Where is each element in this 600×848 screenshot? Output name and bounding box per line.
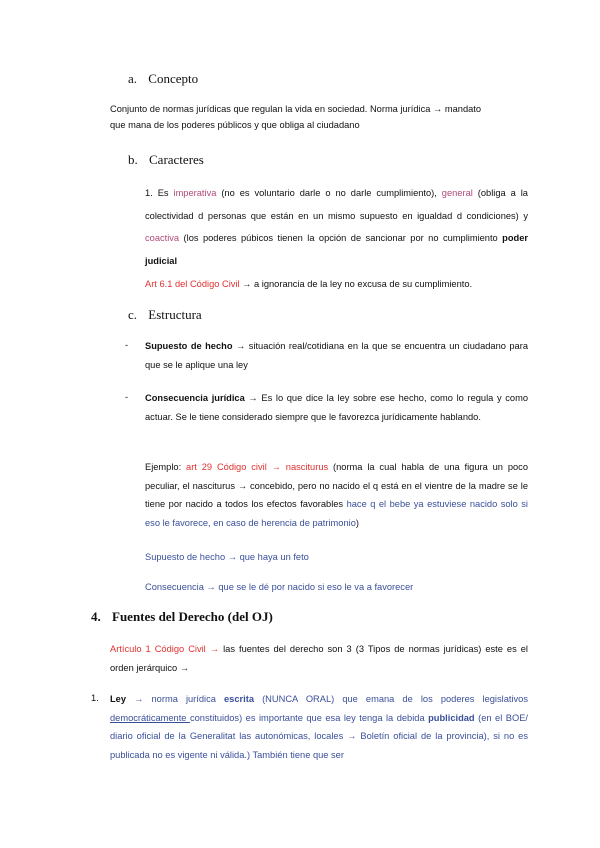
- text: (obliga a la colectividad d personas que están en un mismo supuesto en igualdad d condiciones) y: [145, 188, 528, 221]
- bullet-dash: -: [125, 340, 129, 350]
- term-consecuencia-juridica: Consecuencia jurídica: [145, 393, 245, 403]
- concepto-paragraph: [110, 101, 530, 133]
- term-coactiva: coactiva: [145, 233, 180, 243]
- heading-estructura: [128, 307, 202, 323]
- art-6-1-line: [145, 276, 472, 292]
- term-democraticamente: democráticamente: [110, 712, 190, 723]
- heading-concepto: [128, 71, 198, 87]
- term-poder-judicial: poder judicial: [145, 233, 528, 266]
- concepto-line-1: Conjunto de normas jurídicas que regulan la vida en sociedad. Norma jurídica → mandato: [110, 104, 482, 114]
- ejemplo-paragraph: [145, 458, 528, 532]
- text: (no es voluntario darle o no darle cumplimiento),: [216, 188, 442, 198]
- term-general: general: [441, 188, 473, 198]
- heading-letter: c.: [128, 307, 138, 322]
- structure-item-consecuencia: [145, 389, 528, 427]
- text: (los poderes púbicos tienen la opción de sancionar por no cumplimiento: [179, 233, 503, 243]
- supuesto-feto-line: Supuesto de hecho → que haya un feto: [145, 552, 309, 562]
- articulo-1-paragraph: [110, 640, 528, 678]
- bullet-dash: -: [125, 392, 129, 402]
- heading-fuentes-derecho: [91, 609, 273, 625]
- heading-title: Fuentes del Derecho (del OJ): [112, 609, 273, 624]
- text: (norma la cual habla de una figura un poco peculiar, el nasciturus → concebido, pero no nacido el q está en el vientre de la madre se le tiene por nacido a todos los efectos favorables: [145, 462, 528, 509]
- ley-paragraph: [110, 690, 528, 764]
- text: → situación real/cotidiana en la que se encuentra un ciudadano para que se le aplique una ley: [145, 341, 528, 370]
- caracteres-paragraph: [145, 182, 528, 272]
- text: las fuentes del derecho son 3 (3 Tipos de normas jurídicas) este es el orden jerárquico →: [110, 644, 528, 673]
- term-escrita: escrita: [224, 694, 254, 704]
- article-ref: Art 6.1 del Código Civil: [145, 279, 240, 289]
- text: → Es lo que dice la ley sobre ese hecho, como lo regula y como actuar. Se le tiene considerado siempre que le favorezca jurídicamente hablando.: [145, 393, 529, 422]
- term-supuesto-de-hecho: Supuesto de hecho: [145, 341, 233, 351]
- text: 1. Es: [145, 188, 174, 198]
- heading-title: Caracteres: [149, 152, 204, 167]
- consecuencia-nacido-line: Consecuencia → que se le dé por nacido si eso le va a favorecer: [145, 582, 414, 592]
- structure-item-supuesto: [145, 337, 528, 374]
- article-ref: art 29 Código civil → nasciturus: [186, 462, 329, 472]
- list-number: 1.: [91, 693, 99, 703]
- text: → norma jurídica: [126, 694, 225, 704]
- blue-note: hace q el bebe ya estuviese nacido solo si eso le favorece, en caso de herencia de patrimonio: [145, 499, 528, 528]
- heading-letter: a.: [128, 71, 138, 86]
- text: constituidos) es importante que esa ley tenga la debida: [189, 712, 429, 723]
- heading-letter: b.: [128, 152, 138, 167]
- text: (NUNCA ORAL) que emana de los poderes legislativos: [254, 694, 529, 704]
- article-ref: Artículo 1 Código Civil →: [110, 644, 220, 654]
- heading-title: Estructura: [148, 307, 202, 322]
- heading-title: Concepto: [148, 71, 199, 86]
- heading-number: 4.: [91, 609, 101, 624]
- text: → a ignorancia de la ley no excusa de su cumplimiento.: [239, 279, 473, 289]
- text: Ejemplo:: [145, 462, 187, 472]
- concepto-line-2: que mana de los poderes públicos y que obliga al ciudadano: [110, 120, 360, 130]
- term-imperativa: imperativa: [173, 188, 217, 198]
- text: ): [355, 517, 359, 528]
- heading-caracteres: [128, 152, 204, 168]
- text: (en el BOE/ diario oficial de la Generalitat las autonómicas, locales → Boletín oficial de la provincia), si no es publicada no es vigente ni válida.) También tiene que ser: [110, 712, 528, 760]
- term-ley: Ley: [110, 694, 127, 704]
- term-publicidad: publicidad: [428, 712, 475, 723]
